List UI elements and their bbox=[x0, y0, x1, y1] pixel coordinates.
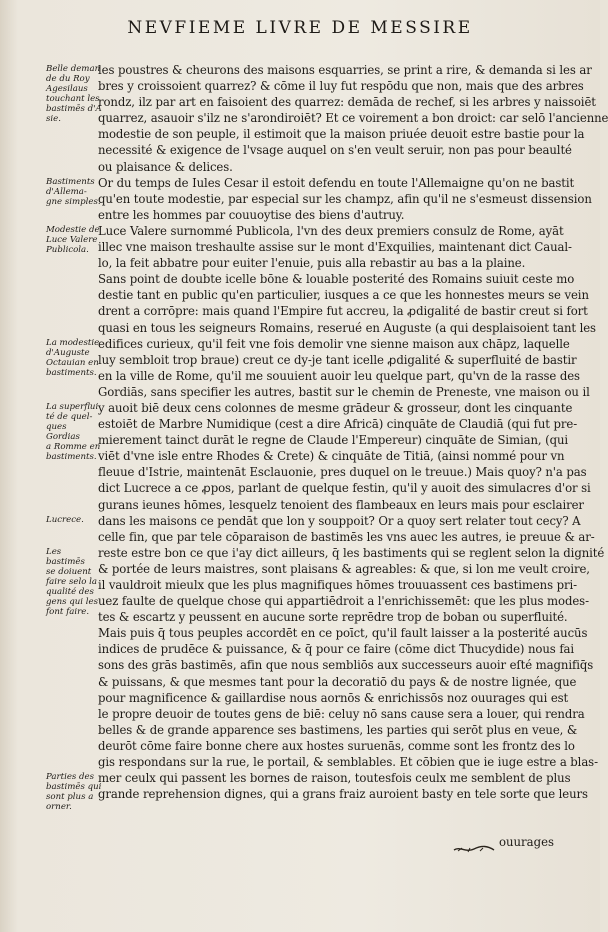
text-line: les poustres & cheurons des maisons esquarries, se print a rire, & demanda si les ar bbox=[98, 63, 592, 77]
text-line: dans les maisons ce pendāt que lon y souppoit? Or a quoy sert relater tout cecy? A bbox=[98, 513, 581, 528]
text-line: illec vne maison treshaulte assise sur le mont d'Exquilies, maintenant dict Caual- bbox=[98, 240, 572, 255]
text-line: estoiēt de Marbre Numidique (cest a dire Africā) cinquāte de Claudiā (qui fut pre- bbox=[98, 417, 578, 432]
text-line: & portée de leurs maistres, sont plaisans & agreables: & que, si lon me veult croire, bbox=[98, 561, 590, 576]
text-line: ou plaisance & delices. bbox=[98, 159, 233, 174]
text-line: Luce Valere surnommé Publicola, l'vn des deux premiers consulz de Rome, ayāt bbox=[98, 223, 564, 238]
text-line: destie tant en public qu'en particulier, iusques a ce que les honnestes meurs se vein bbox=[98, 288, 589, 303]
text-line: en la ville de Rome, qu'il me souuient auoir leu quelque part, qu'vn de la rasse des bbox=[98, 368, 580, 383]
ornament-flourish-icon bbox=[452, 845, 496, 854]
text-line: & puissans, & que mesmes tant pour la decoratiō du pays & de nostre lignée, que bbox=[98, 674, 577, 689]
text-line: quarrez, asauoir s'ilz ne s'arondiroiēt? Et ce voirement a bon droict: car selō l'ancienne bbox=[98, 111, 608, 126]
marginal-note: Lucrece. bbox=[46, 514, 84, 525]
text-line: lo, la feit abbatre pour euiter l'enuie, puis alla rebastir au bas a la plaine. bbox=[98, 256, 526, 271]
text-line: Or du temps de Iules Cesar il estoit defendu en toute l'Allemaigne qu'on ne bastit bbox=[98, 175, 575, 190]
text-line: necessité & exigence de l'vsage auquel on s'en veult seruir, non pas pour beaulté bbox=[98, 143, 572, 158]
text-line: drent a corrōpre: mais quand l'Empire fut accreu, la ꝓdigalité de bastir creut si fort bbox=[98, 304, 588, 319]
marginal-note: Les bastimēs se doiuent faire selo la qualité des gens qui les font faire. bbox=[46, 547, 99, 617]
text-line: bres y croissoient quarrez? & cōme il luy fut respōdu que non, mais que des arbres bbox=[98, 79, 584, 94]
text-line: le propre deuoir de toutes gens de biē: celuy nō sans cause sera a louer, qui rendra bbox=[98, 706, 585, 721]
marginal-note: Parties des bastimēs qui sont plus a orner. bbox=[46, 772, 102, 813]
text-line: gurans ieunes hōmes, lesquelz tenoient des flambeaux en leurs mais pour esclairer bbox=[98, 497, 584, 512]
running-header: NEVFIEME LIVRE DE MESSIRE bbox=[127, 18, 473, 38]
text-line: edifices curieux, qu'il feit vne fois demolir vne sienne maison aux chāpz, laquelle bbox=[98, 336, 570, 351]
text-line: uez faulte de quelque chose qui appartiēdroit a l'enrichissemēt: que les plus modes- bbox=[98, 594, 589, 609]
text-line: sons des grās bastimēs, afin que nous sembliōs aux successeurs auoir eſté magnifiq̄s bbox=[98, 658, 594, 673]
text-line: viēt d'vne isle entre Rhodes & Crete) & cinquāte de Titiā, (ainsi nommé pour vn bbox=[98, 449, 565, 464]
catchword: ouurages bbox=[498, 835, 554, 849]
marginal-note: La modestie d'Auguste Octauian en bastiments. bbox=[46, 337, 100, 378]
text-line: gis respondans sur la rue, le portail, & semblables. Et cōbien que ie iuge estre a blas- bbox=[98, 755, 598, 770]
text-line: Mais puis q̄ tous peuples accordēt en ce poīct, qu'il fault laisser a la posterité aucūs bbox=[98, 626, 588, 641]
text-line: indices de prudēce & puissance, & q̄ pour ce faire (cōme dict Thucydide) nous fai bbox=[98, 642, 575, 657]
text-line: mierement tainct durāt le regne de Claude l'Empereur) cinquāte de Simian, (qui bbox=[98, 433, 569, 448]
text-line: y auoit biē deux cens colonnes de mesme grādeur & grosseur, dont les cinquante bbox=[98, 400, 573, 415]
text-line: fleuue d'Istrie, maintenāt Esclauonie, pres duquel on le treuue.) Mais quoy? n'a pas bbox=[98, 465, 587, 480]
marginal-note: Bastiments d'Allema- gne simples. bbox=[46, 176, 101, 207]
text-line: belles & de grande apparence ses bastimens, les parties qui serōt plus en veue, & bbox=[98, 722, 578, 737]
text-line: mer ceulx qui passent les bornes de raison, toutesfois ceulx me semblent de plus bbox=[98, 771, 571, 786]
marginal-note: Modestie de Luce Valere Publicola. bbox=[46, 225, 100, 255]
text-line: quasi en tous les seigneurs Romains, reserué en Auguste (a qui desplaisoient tant les bbox=[98, 320, 596, 335]
marginal-note: La superflui té de quel- ques Gordias a Romme en bastiments. bbox=[46, 402, 101, 463]
text-line: Gordiās, sans specifier les autres, bastit sur le chemin de Preneste, vne maison ou il bbox=[98, 384, 590, 399]
text-line: pour magnificence & gaillardise nous aornōs & enrichissōs noz ouurages qui est bbox=[98, 690, 569, 705]
text-line: reste estre bon ce que i'ay dict ailleurs, q̄ les bastiments qui se reglent selon la dignité bbox=[98, 545, 605, 560]
text-line: entre les hommes par couuoytise des biens d'autruy. bbox=[98, 207, 405, 222]
text-line: dict Lucrece a ce ꝓpos, parlant de quelque festin, qu'il y auoit des simulacres d'or si bbox=[98, 481, 591, 496]
text-line: qu'en toute modestie, par especial sur les champz, afin qu'il ne s'esmeust dissension bbox=[98, 191, 592, 206]
text-line: grande reprehension dignes, qui a grans fraiz auroient basty en tele sorte que leurs bbox=[98, 787, 588, 802]
marginal-note: Belle deman de du Roy Agesilaus touchant les bastimēs d'A sie. bbox=[46, 64, 102, 124]
body-text bbox=[98, 62, 608, 802]
text-line: Sans point de doubte icelle bōne & louable posterité des Romains suiuit ceste mo bbox=[98, 272, 575, 287]
text-line: il vauldroit mieulx que les plus magnifiques hōmes trouuassent ces bastimens pri- bbox=[98, 578, 577, 592]
text-line: rondz, ilz par art en faisoient des quarrez: demāda de rechef, si les arbres y naissoiēt bbox=[98, 95, 596, 110]
text-line: deurōt cōme faire bonne chere aux hostes suruenās, comme sont les frontz des lo bbox=[98, 738, 575, 753]
text-line: luy sembloit trop braue) creut ce dy-je tant icelle ꝓdigalité & superfluité de bastir bbox=[98, 352, 577, 367]
text-line: modestie de son peuple, il estimoit que la maison priuée deuoit estre bastie pour la bbox=[98, 127, 585, 142]
text-line: celle fin, que par tele cōparaison de bastimēs les vns auec les autres, ie preuue & ar- bbox=[98, 529, 595, 544]
text-line: tes & escartz y peussent en aucune sorte reprēdre trop de boban ou superfluité. bbox=[98, 610, 568, 625]
